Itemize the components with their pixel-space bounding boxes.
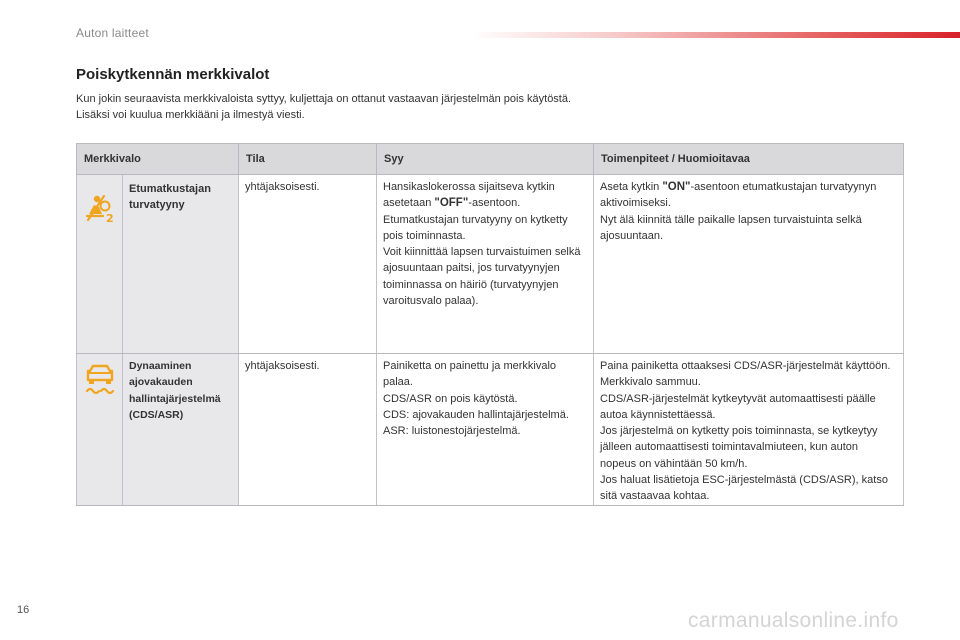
cause-cds-asr: Painiketta on painettu ja merkkivalo palaa. CDS/ASR on pois käytöstä. CDS: ajovakauden hallintajärjestelmä. ASR: luistonestojärjestelmä.: [377, 354, 594, 506]
table-header-row: [77, 144, 904, 175]
section-title: Poiskytkennän merkkivalot: [76, 66, 270, 83]
header-syy: Syy: [377, 144, 594, 175]
table-row: [77, 175, 904, 354]
intro-text: [76, 91, 896, 123]
intro-line-1: Kun jokin seuraavista merkkivaloista syttyy, kuljettaja on ottanut vastaavan järjestelmän pois käytöstä.: [76, 93, 572, 105]
passenger-airbag-off-icon: [83, 193, 117, 228]
header-tila: Tila: [239, 144, 377, 175]
watermark: carmanualsonline.info: [688, 609, 899, 632]
icon-cell: [77, 354, 123, 506]
esc-off-icon: [83, 362, 117, 401]
action-cds-asr: Paina painiketta ottaaksesi CDS/ASR-järjestelmät käyttöön. Merkkivalo sammuu. CDS/ASR-järjestelmät kytkeytyvät automaattisesti päälle autoa käynnistettäessä. Jos järjestelmä on kytketty pois toiminnasta, se kytkeytyy jälleen automaattisesti toimintavalmiuteen, kun auton nopeus on vähintään 50 km/h. Jos haluat lisätietoja ESC-järjestelmästä (CDS/ASR), katso sitä vastaavaa kohtaa.: [594, 354, 904, 506]
intro-line-2: Lisäksi voi kuulua merkkiääni ja ilmestyä viesti.: [76, 109, 305, 121]
state-cds-asr: yhtäjaksoisesti.: [239, 354, 377, 506]
header-toimenpiteet: Toimenpiteet / Huomioitavaa: [594, 144, 904, 175]
state-airbag: yhtäjaksoisesti.: [239, 175, 377, 354]
header-merkkivalo: Merkkivalo: [77, 144, 239, 175]
cause-airbag: Hansikaslokerossa sijaitseva kytkin asetetaan "OFF"-asentoon. Etumatkustajan turvatyyny on kytketty pois toiminnasta. Voit kiinnittää lapsen turvaistuimen selkä ajosuuntaan paitsi, jos turvatyynyjen toiminnassa on häiriö (turvatyynyjen varoitusvalo palaa).: [377, 175, 594, 354]
page-number: 16: [17, 604, 30, 616]
light-name-cds-asr: Dynaaminen ajovakauden hallintajärjestelmä (CDS/ASR): [123, 354, 239, 506]
icon-cell: [77, 175, 123, 354]
action-airbag: Aseta kytkin "ON"-asentoon etumatkustajan turvatyynyn aktivoimiseksi. Nyt älä kiinnitä tälle paikalle lapsen turvaistuinta selkä ajosuuntaan.: [594, 175, 904, 354]
svg-text:2: 2: [105, 212, 114, 223]
light-name-airbag: Etumatkustajan turvatyyny: [123, 175, 239, 354]
chapter-title: Auton laitteet: [76, 26, 149, 40]
table-row: [77, 354, 904, 506]
warning-lights-table: [76, 143, 904, 506]
header-accent-bar: [470, 32, 960, 38]
